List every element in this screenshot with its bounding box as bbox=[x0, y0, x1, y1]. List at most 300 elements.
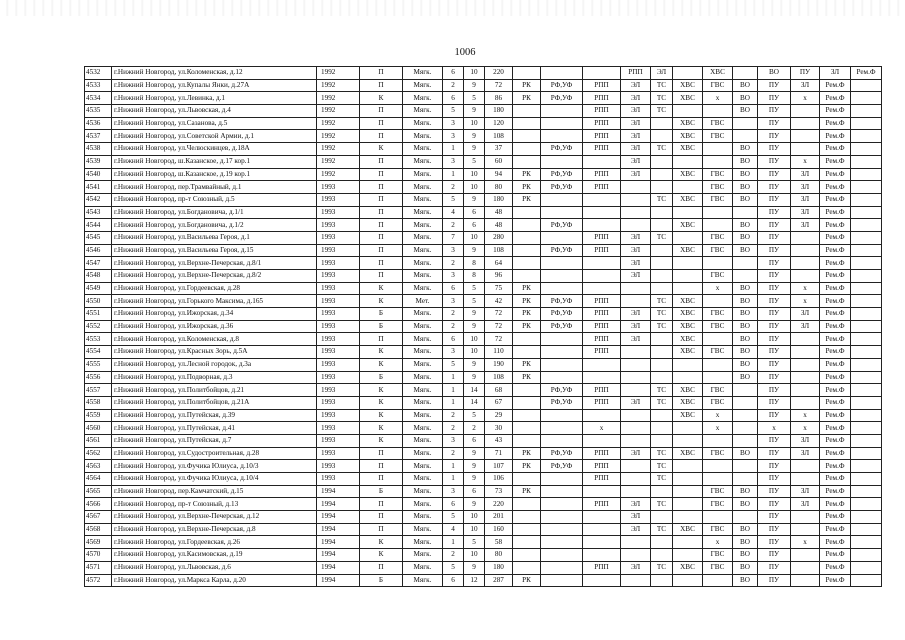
cell-col-pu: ПУ bbox=[758, 460, 791, 473]
cell-col-gvs bbox=[703, 143, 733, 156]
cell-apartments: 120 bbox=[485, 117, 513, 130]
cell-col-hvs bbox=[673, 257, 703, 270]
cell-year: 1993 bbox=[317, 434, 360, 447]
cell-col-hvs bbox=[673, 155, 703, 168]
cell-col-el: ЭЛ bbox=[621, 257, 651, 270]
cell-col-extra bbox=[851, 346, 882, 359]
cell-col-rk bbox=[513, 536, 541, 549]
cell-year: 1993 bbox=[317, 308, 360, 321]
cell-floors: 8 bbox=[464, 257, 485, 270]
cell-col-remf: Рем.Ф bbox=[820, 498, 851, 511]
cell-entrances: 6 bbox=[443, 282, 464, 295]
cell-col-zl bbox=[791, 270, 820, 283]
cell-col-remf: Рем.Ф bbox=[820, 561, 851, 574]
cell-col-pu: ПУ bbox=[758, 384, 791, 397]
cell-col-remf: Рем.Ф bbox=[820, 320, 851, 333]
cell-col-remf: Рем.Ф bbox=[820, 143, 851, 156]
cell-col-remf: Рем.Ф bbox=[820, 473, 851, 486]
cell-col-rpp: РПП bbox=[583, 117, 621, 130]
cell-entrances: 1 bbox=[443, 143, 464, 156]
cell-apartments: 67 bbox=[485, 396, 513, 409]
cell-col-remf: Рем.Ф bbox=[820, 434, 851, 447]
cell-col-ts bbox=[651, 434, 673, 447]
cell-year: 1992 bbox=[317, 130, 360, 143]
cell-col-remf: Рем.Ф bbox=[820, 422, 851, 435]
cell-roof-type: Мягк. bbox=[403, 384, 443, 397]
cell-col-rk bbox=[513, 384, 541, 397]
cell-col-hvs: ХВС bbox=[673, 346, 703, 359]
cell-col-rk bbox=[513, 549, 541, 562]
cell-col-vo: ВО bbox=[733, 92, 758, 105]
cell-year: 1993 bbox=[317, 358, 360, 371]
cell-col-rk: РК bbox=[513, 308, 541, 321]
cell-roof-type: Мягк. bbox=[403, 409, 443, 422]
cell-col-remf: Рем.Ф bbox=[820, 460, 851, 473]
cell-col-rk bbox=[513, 396, 541, 409]
cell-year: 1994 bbox=[317, 485, 360, 498]
table-row bbox=[85, 143, 882, 156]
cell-col-vo: ВО bbox=[733, 295, 758, 308]
cell-col-vo: ВО bbox=[733, 346, 758, 359]
cell-apartments: 220 bbox=[485, 67, 513, 80]
table-row bbox=[85, 333, 882, 346]
cell-col-gvs: ГВС bbox=[703, 561, 733, 574]
cell-address: г.Нижний Новгород, пер.Трамвайный, д.1 bbox=[112, 181, 317, 194]
cell-col-zl: ЗЛ bbox=[791, 485, 820, 498]
cell-address: г.Нижний Новгород, ул.Богдановича, д.1/2 bbox=[112, 219, 317, 232]
cell-floors: 9 bbox=[464, 447, 485, 460]
cell-year: 1993 bbox=[317, 193, 360, 206]
cell-floors: 10 bbox=[464, 511, 485, 524]
cell-year: 1993 bbox=[317, 206, 360, 219]
cell-col-el bbox=[621, 409, 651, 422]
cell-col-zl bbox=[791, 511, 820, 524]
cell-col-ts: ТС bbox=[651, 295, 673, 308]
cell-col-rpp: РПП bbox=[583, 396, 621, 409]
cell-col-ts: ТС bbox=[651, 231, 673, 244]
cell-col-rk: РК bbox=[513, 181, 541, 194]
table-row bbox=[85, 346, 882, 359]
cell-year: 1993 bbox=[317, 371, 360, 384]
cell-col-vo bbox=[733, 409, 758, 422]
cell-col-rk: РК bbox=[513, 79, 541, 92]
cell-col-rf-uf: РФ,УФ bbox=[541, 168, 583, 181]
cell-entrances: 5 bbox=[443, 193, 464, 206]
cell-col-ts bbox=[651, 168, 673, 181]
cell-roof-type: Мягк. bbox=[403, 333, 443, 346]
cell-col-rf-uf: РФ,УФ bbox=[541, 219, 583, 232]
cell-col-ts bbox=[651, 371, 673, 384]
cell-floors: 5 bbox=[464, 92, 485, 105]
cell-entrances: 4 bbox=[443, 523, 464, 536]
cell-col-rf-uf: РФ,УФ bbox=[541, 308, 583, 321]
cell-roof-type: Мягк. bbox=[403, 181, 443, 194]
cell-col-rpp: РПП bbox=[583, 79, 621, 92]
cell-col-rk: РК bbox=[513, 460, 541, 473]
cell-wall-type: К bbox=[360, 358, 403, 371]
cell-col-pu: ПУ bbox=[758, 282, 791, 295]
cell-wall-type: П bbox=[360, 79, 403, 92]
cell-col-el bbox=[621, 384, 651, 397]
cell-col-gvs: ГВС bbox=[703, 181, 733, 194]
cell-floors: 9 bbox=[464, 358, 485, 371]
cell-col-rf-uf: РФ,УФ bbox=[541, 460, 583, 473]
cell-col-ts bbox=[651, 358, 673, 371]
table-row bbox=[85, 231, 882, 244]
cell-col-extra bbox=[851, 422, 882, 435]
cell-col-remf: Рем.Ф bbox=[820, 155, 851, 168]
cell-col-el bbox=[621, 206, 651, 219]
cell-col-zl bbox=[791, 549, 820, 562]
cell-col-gvs: х bbox=[703, 422, 733, 435]
cell-col-vo bbox=[733, 511, 758, 524]
cell-col-zl: х bbox=[791, 536, 820, 549]
cell-col-pu: ПУ bbox=[758, 79, 791, 92]
cell-col-extra bbox=[851, 92, 882, 105]
cell-record-number: 4539 bbox=[85, 155, 112, 168]
cell-col-gvs bbox=[703, 473, 733, 486]
table-row bbox=[85, 549, 882, 562]
cell-col-ts: ТС bbox=[651, 320, 673, 333]
table-row bbox=[85, 396, 882, 409]
cell-col-gvs: ГВС bbox=[703, 308, 733, 321]
cell-entrances: 2 bbox=[443, 447, 464, 460]
cell-col-rk bbox=[513, 434, 541, 447]
cell-col-gvs bbox=[703, 574, 733, 587]
cell-record-number: 4550 bbox=[85, 295, 112, 308]
cell-roof-type: Мягк. bbox=[403, 523, 443, 536]
cell-col-rpp: РПП bbox=[583, 384, 621, 397]
cell-year: 1994 bbox=[317, 511, 360, 524]
cell-col-rf-uf bbox=[541, 282, 583, 295]
cell-col-rk: РК bbox=[513, 320, 541, 333]
cell-apartments: 220 bbox=[485, 498, 513, 511]
cell-entrances: 5 bbox=[443, 358, 464, 371]
cell-col-hvs bbox=[673, 181, 703, 194]
cell-col-pu: ПУ bbox=[758, 308, 791, 321]
cell-col-vo bbox=[733, 270, 758, 283]
cell-col-extra bbox=[851, 244, 882, 257]
cell-col-remf: Рем.Ф bbox=[820, 447, 851, 460]
cell-col-ts bbox=[651, 257, 673, 270]
cell-col-rf-uf bbox=[541, 409, 583, 422]
cell-col-rf-uf bbox=[541, 473, 583, 486]
cell-roof-type: Мягк. bbox=[403, 549, 443, 562]
table-row bbox=[85, 206, 882, 219]
cell-col-el bbox=[621, 193, 651, 206]
cell-col-el bbox=[621, 422, 651, 435]
cell-col-rf-uf bbox=[541, 67, 583, 80]
cell-col-rf-uf bbox=[541, 561, 583, 574]
cell-col-ts bbox=[651, 333, 673, 346]
cell-entrances: 6 bbox=[443, 92, 464, 105]
cell-col-gvs: х bbox=[703, 92, 733, 105]
cell-col-el bbox=[621, 434, 651, 447]
cell-wall-type: П bbox=[360, 561, 403, 574]
cell-entrances: 4 bbox=[443, 206, 464, 219]
cell-year: 1993 bbox=[317, 257, 360, 270]
cell-col-rpp: РПП bbox=[583, 244, 621, 257]
cell-year: 1993 bbox=[317, 346, 360, 359]
cell-year: 1993 bbox=[317, 447, 360, 460]
cell-year: 1992 bbox=[317, 155, 360, 168]
cell-col-ts bbox=[651, 270, 673, 283]
cell-col-vo: ВО bbox=[733, 485, 758, 498]
cell-wall-type: П bbox=[360, 105, 403, 118]
cell-col-rk bbox=[513, 561, 541, 574]
cell-record-number: 4555 bbox=[85, 358, 112, 371]
cell-roof-type: Мягк. bbox=[403, 92, 443, 105]
cell-record-number: 4552 bbox=[85, 320, 112, 333]
cell-wall-type: П bbox=[360, 333, 403, 346]
cell-col-el: ЭЛ bbox=[621, 143, 651, 156]
cell-record-number: 4549 bbox=[85, 282, 112, 295]
cell-record-number: 4566 bbox=[85, 498, 112, 511]
cell-col-extra bbox=[851, 409, 882, 422]
cell-col-zl: х bbox=[791, 422, 820, 435]
cell-roof-type: Мягк. bbox=[403, 257, 443, 270]
cell-col-rk bbox=[513, 105, 541, 118]
cell-col-rk bbox=[513, 409, 541, 422]
cell-entrances: 2 bbox=[443, 219, 464, 232]
cell-col-extra bbox=[851, 536, 882, 549]
cell-col-gvs: ГВС bbox=[703, 231, 733, 244]
cell-col-vo bbox=[733, 384, 758, 397]
cell-col-pu: ПУ bbox=[758, 244, 791, 257]
cell-apartments: 287 bbox=[485, 574, 513, 587]
cell-col-extra bbox=[851, 295, 882, 308]
cell-col-gvs bbox=[703, 371, 733, 384]
cell-wall-type: П bbox=[360, 244, 403, 257]
cell-roof-type: Мягк. bbox=[403, 320, 443, 333]
cell-col-vo: ВО bbox=[733, 181, 758, 194]
cell-entrances: 2 bbox=[443, 422, 464, 435]
cell-address: г.Нижний Новгород, ул.Гордеевская, д.26 bbox=[112, 536, 317, 549]
page-number: 1006 bbox=[454, 47, 476, 58]
table-row bbox=[85, 270, 882, 283]
cell-address: г.Нижний Новгород, ул.Фучика Юлиуса, д.10/3 bbox=[112, 460, 317, 473]
cell-col-gvs: ГВС bbox=[703, 498, 733, 511]
cell-col-hvs: ХВС bbox=[673, 409, 703, 422]
cell-year: 1993 bbox=[317, 181, 360, 194]
cell-col-el: ЭЛ bbox=[621, 320, 651, 333]
cell-col-vo: ВО bbox=[733, 549, 758, 562]
cell-floors: 14 bbox=[464, 396, 485, 409]
cell-address: г.Нижний Новгород, ул.Верхне-Печерская, д.12 bbox=[112, 511, 317, 524]
cell-address: г.Нижний Новгород, ул.Купалы Янки, д.27А bbox=[112, 79, 317, 92]
cell-floors: 9 bbox=[464, 460, 485, 473]
cell-col-remf: Рем.Ф bbox=[820, 92, 851, 105]
cell-apartments: 190 bbox=[485, 358, 513, 371]
cell-col-hvs: ХВС bbox=[673, 308, 703, 321]
cell-apartments: 180 bbox=[485, 193, 513, 206]
cell-floors: 10 bbox=[464, 67, 485, 80]
cell-col-rf-uf bbox=[541, 117, 583, 130]
cell-col-el: ЭЛ bbox=[621, 498, 651, 511]
cell-col-remf: Рем.Ф bbox=[820, 358, 851, 371]
cell-address: г.Нижний Новгород, ул.Сазанова, д.5 bbox=[112, 117, 317, 130]
cell-col-el: ЭЛ bbox=[621, 396, 651, 409]
cell-col-gvs: ГВС bbox=[703, 549, 733, 562]
cell-col-rf-uf: РФ,УФ bbox=[541, 295, 583, 308]
cell-apartments: 94 bbox=[485, 168, 513, 181]
cell-col-remf: Рем.Ф bbox=[820, 105, 851, 118]
cell-col-rk bbox=[513, 67, 541, 80]
cell-roof-type: Мягк. bbox=[403, 346, 443, 359]
table-row bbox=[85, 308, 882, 321]
cell-year: 1994 bbox=[317, 536, 360, 549]
cell-col-zl bbox=[791, 117, 820, 130]
cell-wall-type: П bbox=[360, 181, 403, 194]
cell-col-rf-uf bbox=[541, 105, 583, 118]
cell-record-number: 4556 bbox=[85, 371, 112, 384]
cell-entrances: 3 bbox=[443, 244, 464, 257]
cell-year: 1993 bbox=[317, 320, 360, 333]
cell-col-vo bbox=[733, 460, 758, 473]
cell-apartments: 42 bbox=[485, 295, 513, 308]
cell-col-extra bbox=[851, 79, 882, 92]
cell-roof-type: Мет. bbox=[403, 295, 443, 308]
cell-col-rf-uf bbox=[541, 206, 583, 219]
cell-entrances: 1 bbox=[443, 371, 464, 384]
cell-col-hvs bbox=[673, 231, 703, 244]
cell-entrances: 3 bbox=[443, 295, 464, 308]
cell-col-vo: ВО bbox=[733, 561, 758, 574]
cell-wall-type: К bbox=[360, 143, 403, 156]
cell-col-rpp bbox=[583, 434, 621, 447]
cell-wall-type: К bbox=[360, 346, 403, 359]
cell-col-el: ЭЛ bbox=[621, 447, 651, 460]
cell-col-rpp bbox=[583, 485, 621, 498]
cell-year: 1992 bbox=[317, 117, 360, 130]
table-row bbox=[85, 447, 882, 460]
cell-record-number: 4546 bbox=[85, 244, 112, 257]
cell-address: г.Нижний Новгород, ул.Подворная, д.3 bbox=[112, 371, 317, 384]
cell-entrances: 6 bbox=[443, 67, 464, 80]
cell-col-zl bbox=[791, 574, 820, 587]
cell-roof-type: Мягк. bbox=[403, 460, 443, 473]
cell-col-remf: Рем.Ф bbox=[820, 523, 851, 536]
cell-col-extra bbox=[851, 574, 882, 587]
cell-floors: 9 bbox=[464, 473, 485, 486]
cell-entrances: 1 bbox=[443, 168, 464, 181]
cell-col-extra bbox=[851, 231, 882, 244]
cell-entrances: 3 bbox=[443, 434, 464, 447]
cell-roof-type: Мягк. bbox=[403, 155, 443, 168]
cell-col-remf: Рем.Ф bbox=[820, 384, 851, 397]
cell-col-extra bbox=[851, 447, 882, 460]
cell-col-el: ЭЛ bbox=[621, 308, 651, 321]
cell-col-remf: Рем.Ф bbox=[820, 295, 851, 308]
cell-col-gvs bbox=[703, 219, 733, 232]
cell-wall-type: П bbox=[360, 523, 403, 536]
cell-col-extra bbox=[851, 561, 882, 574]
cell-floors: 9 bbox=[464, 498, 485, 511]
cell-wall-type: К bbox=[360, 549, 403, 562]
cell-col-hvs bbox=[673, 67, 703, 80]
cell-apartments: 68 bbox=[485, 384, 513, 397]
cell-col-ts: ТС bbox=[651, 523, 673, 536]
cell-year: 1994 bbox=[317, 523, 360, 536]
cell-floors: 5 bbox=[464, 409, 485, 422]
cell-floors: 9 bbox=[464, 561, 485, 574]
cell-col-rk bbox=[513, 257, 541, 270]
cell-wall-type: К bbox=[360, 384, 403, 397]
cell-floors: 6 bbox=[464, 219, 485, 232]
cell-address: г.Нижний Новгород, ул.Верхне-Печерская, д.8/2 bbox=[112, 270, 317, 283]
table-row bbox=[85, 384, 882, 397]
cell-entrances: 1 bbox=[443, 473, 464, 486]
cell-col-zl bbox=[791, 460, 820, 473]
cell-address: г.Нижний Новгород, ул.Путейская, д.7 bbox=[112, 434, 317, 447]
cell-col-ts bbox=[651, 346, 673, 359]
cell-wall-type: К bbox=[360, 536, 403, 549]
cell-floors: 6 bbox=[464, 485, 485, 498]
cell-record-number: 4563 bbox=[85, 460, 112, 473]
cell-col-el bbox=[621, 460, 651, 473]
cell-col-pu: ПУ bbox=[758, 155, 791, 168]
cell-col-zl bbox=[791, 244, 820, 257]
cell-col-rk bbox=[513, 206, 541, 219]
table-row bbox=[85, 282, 882, 295]
cell-floors: 9 bbox=[464, 308, 485, 321]
cell-address: г.Нижний Новгород, ул.Васильева Героя, д.1 bbox=[112, 231, 317, 244]
cell-col-gvs: х bbox=[703, 409, 733, 422]
table-row bbox=[85, 67, 882, 80]
cell-roof-type: Мягк. bbox=[403, 168, 443, 181]
cell-col-el bbox=[621, 485, 651, 498]
cell-roof-type: Мягк. bbox=[403, 244, 443, 257]
cell-year: 1993 bbox=[317, 231, 360, 244]
cell-col-el bbox=[621, 219, 651, 232]
cell-entrances: 3 bbox=[443, 270, 464, 283]
cell-col-el: ЭЛ bbox=[621, 79, 651, 92]
cell-col-zl: ЗЛ bbox=[791, 181, 820, 194]
cell-col-rf-uf: РФ,УФ bbox=[541, 181, 583, 194]
cell-floors: 9 bbox=[464, 105, 485, 118]
cell-col-rf-uf: РФ,УФ bbox=[541, 447, 583, 460]
cell-col-hvs: ХВС bbox=[673, 447, 703, 460]
cell-year: 1992 bbox=[317, 92, 360, 105]
cell-col-extra bbox=[851, 130, 882, 143]
cell-apartments: 110 bbox=[485, 346, 513, 359]
cell-floors: 10 bbox=[464, 346, 485, 359]
table-row bbox=[85, 574, 882, 587]
cell-col-gvs: ГВС bbox=[703, 523, 733, 536]
table-row bbox=[85, 561, 882, 574]
cell-address: г.Нижний Новгород, ул.Фучика Юлиуса, д.10/4 bbox=[112, 473, 317, 486]
cell-col-zl bbox=[791, 523, 820, 536]
cell-record-number: 4540 bbox=[85, 168, 112, 181]
cell-col-gvs bbox=[703, 206, 733, 219]
cell-col-pu: ПУ bbox=[758, 168, 791, 181]
cell-col-gvs: ГВС bbox=[703, 130, 733, 143]
cell-col-hvs: ХВС bbox=[673, 193, 703, 206]
cell-col-hvs bbox=[673, 485, 703, 498]
cell-address: г.Нижний Новгород, ул.Путейская, д.41 bbox=[112, 422, 317, 435]
cell-floors: 5 bbox=[464, 282, 485, 295]
cell-col-extra bbox=[851, 257, 882, 270]
cell-apartments: 96 bbox=[485, 270, 513, 283]
cell-col-ts: ТС bbox=[651, 396, 673, 409]
cell-col-rk bbox=[513, 244, 541, 257]
cell-col-remf: Рем.Ф bbox=[820, 181, 851, 194]
cell-col-rf-uf bbox=[541, 422, 583, 435]
cell-address: г.Нижний Новгород, ул.Челюскинцев, д.18А bbox=[112, 143, 317, 156]
cell-wall-type: П bbox=[360, 117, 403, 130]
cell-col-rk bbox=[513, 523, 541, 536]
cell-wall-type: П bbox=[360, 473, 403, 486]
